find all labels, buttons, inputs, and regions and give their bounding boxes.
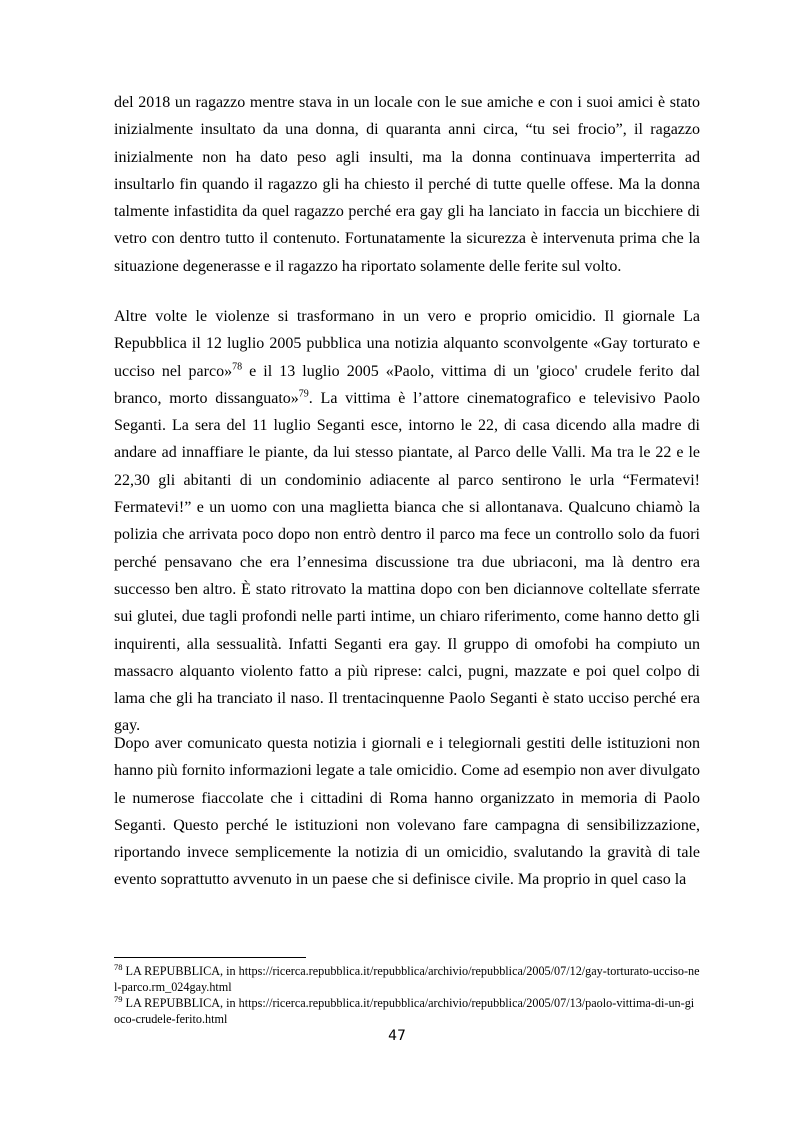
- footnote-number: 78: [114, 961, 123, 972]
- footnote-number: 79: [114, 993, 123, 1004]
- footnote-79: [114, 995, 700, 1027]
- body-paragraph-2: [114, 303, 700, 740]
- footnote-text: LA REPUBBLICA, in https://ricerca.repubblica.it/repubblica/archivio/repubblica/2005/07/13/paolo-vittima-di-un-gioco-crudele-ferito.html: [114, 996, 695, 1026]
- footnote-separator: [114, 957, 306, 958]
- paragraph-2-part-b: e il 13 luglio 2005 «Paolo, vittima di un 'gioco' crudele ferito dal branco, morto dissanguato»: [114, 362, 700, 407]
- page-number: 47: [388, 1028, 406, 1044]
- body-paragraph-1: del 2018 un ragazzo mentre stava in un locale con le sue amiche e con i suoi amici è stato inizialmente insultato da una donna, di quaranta anni circa, “tu sei frocio”, il ragazzo inizialmente non ha dato peso agli insulti, ma la donna continuava imperterrita ad insultarlo fin quando il ragazzo gli ha chiesto il perché di tutte quelle offese. Ma la donna talmente infastidita da quel ragazzo perché era gay gli ha lanciato in faccia un bicchiere di vetro con dentro tutto il contenuto. Fortunatamente la sicurezza è intervenuta prima che la situazione degenerasse e il ragazzo ha riportato solamente delle ferite sul volto.: [114, 94, 700, 275]
- paragraph-2-part-c: . La vittima è l’attore cinematografico e televisivo Paolo Seganti. La sera del 11 luglio Seganti esce, intorno le 22, di casa dicendo alla madre di andare ad innaffiare le piante, da lui stesso piantate, al Parco delle Valli. Ma tra le 22 e le 22,30 gli abitanti di un condominio adiacente al parco sentirono le urla “Fermatevi! Fermatevi!” e un uomo con una maglietta bianca che si allontanava. Qualcuno chiamò la polizia che arrivata poco dopo non entrò dentro il parco ma fece un controllo solo da fuori perché pensavano che era l’ennesima discussione tra due ubriaconi, ma là dentro era successo ben altro. È stato ritrovato la mattina dopo con ben diciannove coltellate sferrate sui glutei, due tagli profondi nelle parti intime, un chiaro riferimento, come hanno detto gli inquirenti, alla sessualità. Infatti Seganti era gay. Il gruppo di omofobi ha compiuto un massacro alquanto violento fatto a più riprese: calci, pugni, mazzate e poi quel colpo di lama che gli ha tranciato il naso. Il trentacinquenne Paolo Seganti è stato ucciso perché era gay.: [114, 389, 700, 735]
- footnote-78: [114, 963, 700, 995]
- paragraph-2-part-a: Altre volte le violenze si trasformano in un vero e proprio omicidio. Il giornale La Repubblica il 12 luglio 2005 pubblica una notizia alquanto sconvolgente «Gay torturato e ucciso nel parco»: [114, 308, 700, 380]
- footnotes-section: [114, 963, 700, 1027]
- footnote-ref-79[interactable]: 79: [298, 388, 309, 400]
- footnote-ref-78[interactable]: 78: [232, 361, 243, 373]
- body-paragraph-3: Dopo aver comunicato questa notizia i giornali e i telegiornali gestiti delle istituzioni non hanno più fornito informazioni legate a tale omicidio. Come ad esempio non aver divulgato le numerose fiaccolate che i cittadini di Roma hanno organizzato in memoria di Paolo Seganti. Questo perché le istituzioni non volevano fare campagna di sensibilizzazione, riportando invece semplicemente la notizia di un omicidio, svalutando la gravità di tale evento soprattutto avvenuto in un paese che si definisce civile. Ma proprio in quel caso la: [114, 735, 700, 889]
- footnote-text: LA REPUBBLICA, in https://ricerca.repubblica.it/repubblica/archivio/repubblica/2005/07/12/gay-torturato-ucciso-nel-parco.rm_024gay.html: [114, 964, 700, 994]
